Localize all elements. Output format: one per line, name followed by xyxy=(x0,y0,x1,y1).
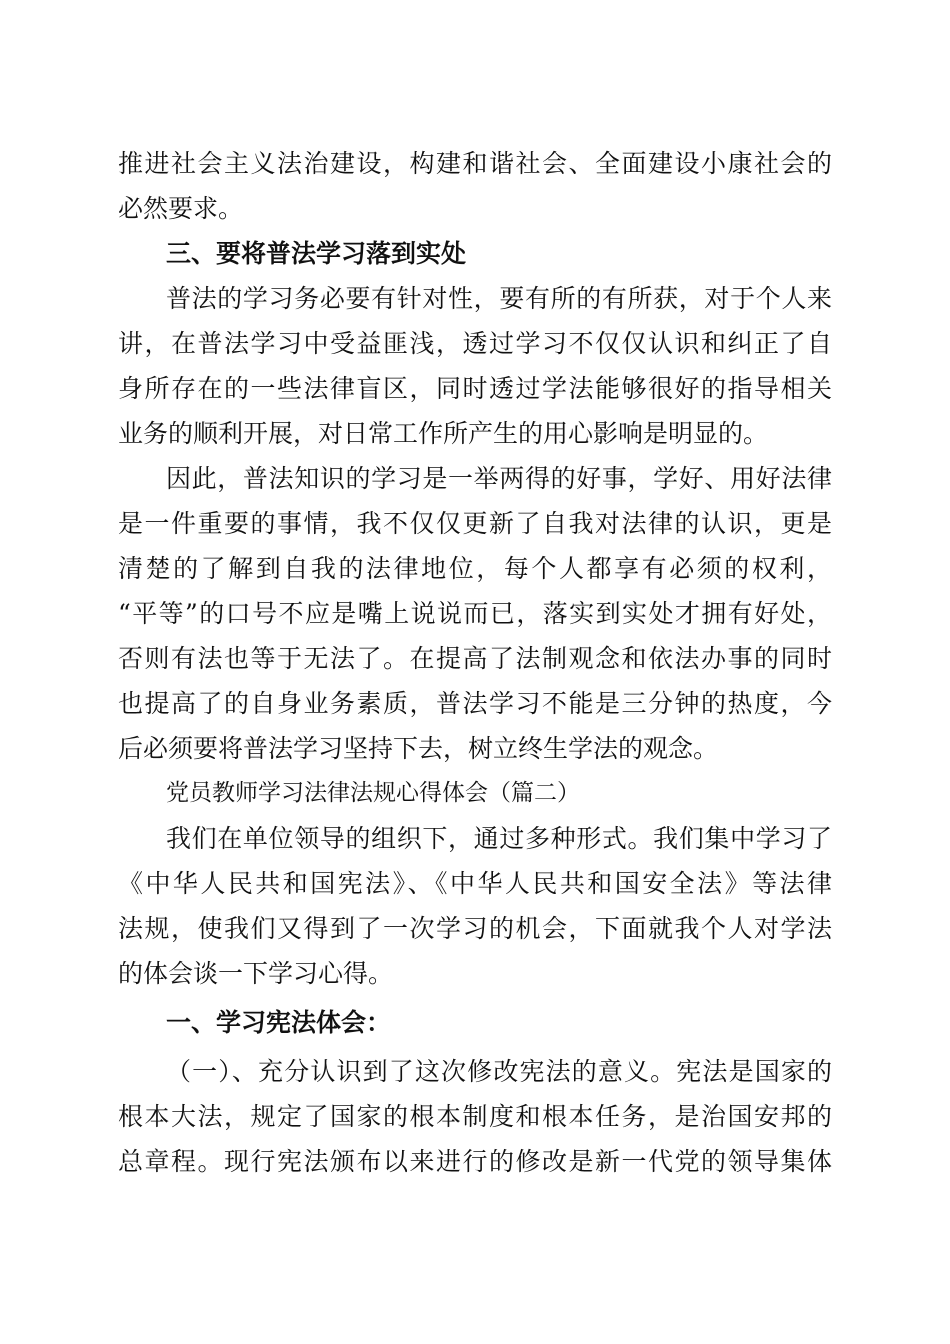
paragraph-4 xyxy=(118,816,832,996)
heading-section-1: 一、学习宪法体会： xyxy=(166,1008,392,1037)
heading-section-3: 三、要将普法学习落到实处 xyxy=(166,239,467,268)
text-line: 根本大法，规定了国家的根本制度和根本任务，是治国安邦的 xyxy=(118,1102,832,1131)
text-line: 推进社会主义法治建设，构建和谐社会、全面建设小康社会的 xyxy=(118,149,832,178)
paragraph-5 xyxy=(118,1049,832,1184)
text-line: 普法的学习务必要有针对性，要有所的有所获，对于个人来 xyxy=(166,284,832,313)
text-line: 后必须要将普法学习坚持下去，树立终生学法的观念。 xyxy=(118,734,719,763)
text-line: 否则有法也等于无法了。在提高了法制观念和依法办事的同时 xyxy=(118,644,832,673)
text-line: 是一件重要的事情，我不仅仅更新了自我对法律的认识，更是 xyxy=(118,509,832,538)
text-line: 的体会谈一下学习心得。 xyxy=(118,959,394,988)
text-line: 《中华人民共和国宪法》、《中华人民共和国安全法》等法律 xyxy=(118,869,832,898)
text-line: 法规，使我们又得到了一次学习的机会，下面就我个人对学法 xyxy=(118,914,832,943)
paragraph-3 xyxy=(118,456,832,771)
text-line: “平等”的口号不应是嘴上说说而已，落实到实处才拥有好处， xyxy=(118,599,832,628)
text-line: 身所存在的一些法律盲区，同时透过学法能够很好的指导相关 xyxy=(118,374,832,403)
document-body xyxy=(118,141,832,1184)
text-line: 也提高了的自身业务素质，普法学习不能是三分钟的热度，今 xyxy=(118,689,832,718)
text-line: （一）、充分认识到了这次修改宪法的意义。宪法是国家的 xyxy=(166,1057,832,1086)
paragraph-1 xyxy=(118,141,832,231)
text-line: 必然要求。 xyxy=(118,194,244,223)
text-line: 讲，在普法学习中受益匪浅，透过学习不仅仅认识和纠正了自 xyxy=(118,329,832,358)
text-line: 我们在单位领导的组织下，通过多种形式。我们集中学习了 xyxy=(166,824,832,853)
text-line: 清楚的了解到自我的法律地位，每个人都享有必须的权利， xyxy=(118,554,832,583)
paragraph-2 xyxy=(118,276,832,456)
text-line: 业务的顺利开展，对日常工作所产生的用心影响是明显的。 xyxy=(118,419,769,448)
text-line: 因此，普法知识的学习是一举两得的好事，学好、用好法律 xyxy=(166,464,832,493)
text-line: 总章程。现行宪法颁布以来进行的修改是新一代党的领导集体 xyxy=(118,1147,832,1176)
section-title: 党员教师学习法律法规心得体会（篇二） xyxy=(166,780,580,806)
